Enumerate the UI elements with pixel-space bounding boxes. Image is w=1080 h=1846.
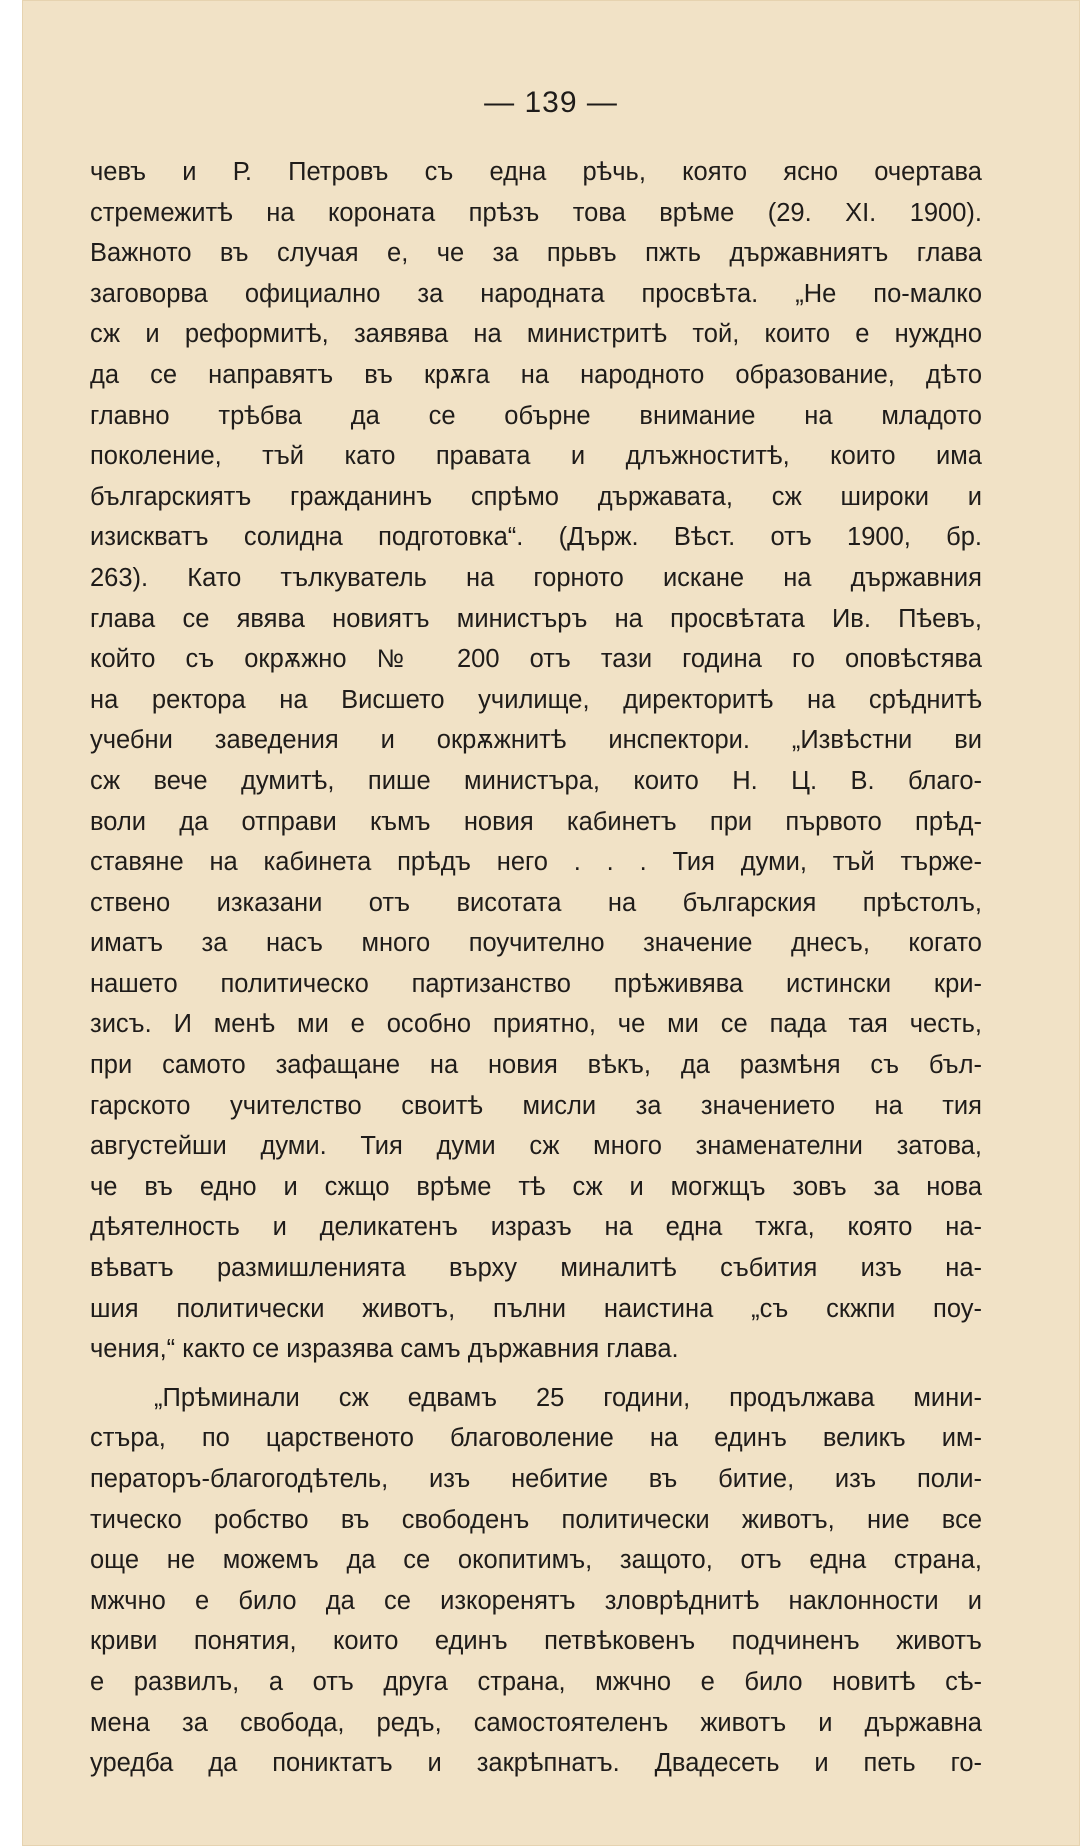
text-line: Важното въ случая е, че за прьвъ пжть държавниятъ глава	[90, 239, 982, 268]
text-line: 263). Като тълкуватель на горното искане на държавния	[90, 563, 982, 592]
body-text	[90, 152, 982, 1784]
text-line: ставяне на кабинета прѣдъ него . . . Тия думи, тъй търже-	[90, 848, 982, 877]
text-line: чевъ и Р. Петровъ съ една рѣчь, която ясно очертава	[90, 158, 982, 186]
text-line: августейши думи. Тия думи сж много знаменателни затова,	[90, 1132, 982, 1161]
text-line: още не можемъ да се окопитимъ, защото, отъ една страна,	[90, 1546, 982, 1575]
text-line: сж вече думитѣ, пише министъра, които Н. Ц. В. благо-	[90, 766, 982, 795]
text-line: стъра, по царственото благоволение на единъ великъ им-	[90, 1424, 982, 1453]
text-line: поколение, тъй като правата и длъжноститѣ, които има	[90, 442, 982, 471]
text-line: да се направятъ въ крѫга на народното образование, дѣто	[90, 360, 982, 389]
text-line: при самото зафащане на новия вѣкъ, да размѣня съ бъл-	[90, 1051, 982, 1080]
text-line: българскиятъ гражданинъ спрѣмо държавата, сж широки и	[90, 482, 982, 511]
text-line: дѣятелность и деликатенъ изразъ на една тжга, която на-	[90, 1213, 982, 1242]
text-line: гарското учителство своитѣ мисли за значението на тия	[90, 1091, 982, 1120]
text-line: воли да отправи къмъ новия кабинетъ при първото прѣд-	[90, 807, 982, 836]
text-line: зисъ. И менѣ ми е особно приятно, че ми се пада тая честь,	[90, 1010, 982, 1039]
text-line: учебни заведения и окрѫжнитѣ инспектори. „Извѣстни ви	[90, 726, 982, 755]
text-line: „Прѣминали сж едвамъ 25 години, продължава мини-	[154, 1383, 982, 1412]
text-line: вѣватъ размишленията върху миналитѣ събития изъ на-	[90, 1254, 982, 1283]
page-number: — 139 —	[484, 86, 618, 119]
text-line: който съ окрѫжно № 200 отъ тази година го оповѣстява	[90, 645, 982, 674]
text-line: е развилъ, а отъ друга страна, мжчно е било новитѣ сѣ-	[90, 1667, 982, 1696]
text-line: сж и реформитѣ, заявява на министритѣ той, които е нуждно	[90, 320, 982, 349]
text-line: изискватъ солидна подготовка“. (Държ. Вѣст. отъ 1900, бр.	[90, 523, 982, 552]
text-line: на ректора на Висшето училище, директоритѣ на срѣднитѣ	[90, 685, 982, 714]
text-line: шия политически животъ, пълни наистина „съ скжпи поу-	[90, 1294, 982, 1323]
text-line: уредба да пониктатъ и закрѣпнатъ. Двадесеть и петь го-	[90, 1749, 982, 1778]
text-line: ствено изказани отъ висотата на българския прѣстолъ,	[90, 888, 982, 917]
text-line: тическо робство въ свободенъ политически животъ, ние все	[90, 1505, 982, 1534]
text-line: ператоръ-благогодѣтель, изъ небитие въ битие, изъ поли-	[90, 1465, 982, 1493]
text-line: заговорва официално за народната просвѣта. „Не по-малко	[90, 279, 982, 308]
paragraph-gap	[90, 1370, 982, 1378]
text-line: чения,“ както се изразява самъ държавния глава.	[90, 1335, 679, 1364]
text-line: глава се явява новиятъ министъръ на просвѣтата Ив. Пѣевъ,	[90, 604, 982, 633]
book-page	[22, 0, 1080, 1846]
text-line: главно трѣбва да се обърне внимание на младото	[90, 401, 982, 430]
text-line: стремежитѣ на короната прѣзъ това врѣме (29. XI. 1900).	[90, 198, 982, 227]
text-line: мжчно е било да се изкоренятъ зловрѣднитѣ наклонности и	[90, 1586, 982, 1615]
text-line: иматъ за насъ много поучително значение днесъ, когато	[90, 929, 982, 958]
text-line: нашето политическо партизанство прѣживява истински кри-	[90, 969, 982, 998]
text-line: мена за свобода, редъ, самостоятеленъ животъ и държавна	[90, 1708, 982, 1737]
text-line: криви понятия, които единъ петвѣковенъ подчиненъ животъ	[90, 1627, 982, 1656]
text-line: че въ едно и сжщо врѣме тѣ сж и могжщъ зовъ за нова	[90, 1172, 982, 1201]
